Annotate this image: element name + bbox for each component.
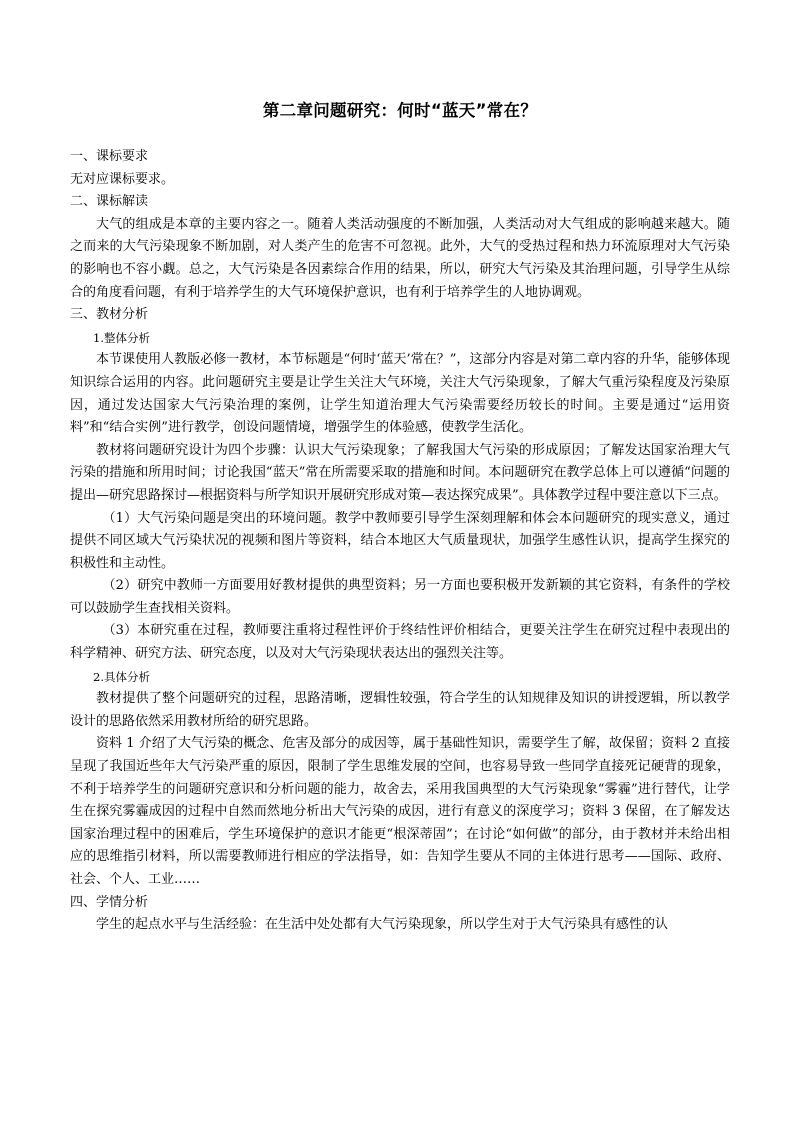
paragraph: 学生的起点水平与生活经验：在生活中处处都有大气污染现象，所以学生对于大气污染具有感性的认 <box>96 917 669 933</box>
document-body <box>70 146 730 937</box>
paragraph: （3）本研究重在过程，教师要注重将过程性评价于终结性评价相结合，更要关注学生在研究过程中表现出的科学精神、研究方法、研究态度，以及对大气污染现状表达出的强烈关注等。 <box>70 623 730 662</box>
paragraph: （1）大气污染问题是突出的环境问题。教学中教师要引导学生深刻理解和体会本问题研究的现实意义，通过提供不同区域大气污染状况的视频和图片等资料，结合本地区大气质量现状，加强学生感性认识，提高学生探究的积极性和主动性。 <box>70 510 730 571</box>
paragraph: 教材将问题研究设计为四个步骤：认识大气污染现象；了解我国大气污染的形成原因；了解发达国家治理大气污染的措施和所用时间；讨论我国“蓝天”常在所需要采取的措施和时间。本问题研究在教学总体上可以遵循“问题的提出—研究思路探讨—根据资料与所学知识开展研究形成对策—表达探究成果”。具体教学过程中要注意以下三点。 <box>70 442 730 503</box>
paragraph: 无对应课标要求。 <box>70 171 175 187</box>
paragraph: 资料 1 介绍了大气污染的概念、危害及部分的成因等，属于基础性知识，需要学生了解，故保留；资料 2 直接呈现了我国近些年大气污染严重的原因，限制了学生思维发展的空间，也容易导致一些同学直接死记硬背的现象，不利于培养学生的问题研究意识和分析问题的能力，故舍去，采用我国典型的大气污染现象“雾霾”进行替代，让学生在探究雾霾成因的过程中自然而然地分析出大气污染的成因，进行有意义的深度学习；资料 3 保留，在了解发达国家治理过程中的困难后，学生环境保护的意识才能更“根深蒂固”；在讨论“如何做”的部分，由于教材并未给出相应的思维指引材料，所以需要教师进行相应的学法指导，如：告知学生要从不同的主体进行思考——国际、政府、社会、个人、工业…… <box>70 736 730 887</box>
paragraph: 大气的组成是本章的主要内容之一。随着人类活动强度的不断加强，人类活动对大气组成的影响越来越大。随之而来的大气污染现象不断加剧，对人类产生的危害不可忽视。此外，大气的受热过程和热力环流原理对大气污染的影响也不容小觑。总之，大气污染是各因素综合作用的结果，所以，研究大气污染及其治理问题，引导学生从综合的角度看问题，有利于培养学生的大气环境保护意识，也有利于培养学生的人地协调观。 <box>70 216 730 300</box>
paragraph: （2）研究中教师一方面要用好教材提供的典型资料；另一方面也要积极开发新颖的其它资料，有条件的学校可以鼓励学生查找相关资料。 <box>70 578 730 616</box>
page-title: 第二章问题研究：何时“蓝天”常在？ <box>262 101 538 120</box>
paragraph: 本节课使用人教版必修一教材，本节标题是“何时‘蓝天’常在？”，这部分内容是对第二章内容的升华，能够体现知识综合运用的内容。此问题研究主要是让学生关注大气环境，关注大气污染现象，了解大气重污染程度及污染原因，通过发达国家大气污染治理的案例，让学生知道治理大气污染需要经历较长的时间。主要是通过“运用资料”和“结合实例”进行教学，创设问题情境，增强学生的体验感，使教学生活化。 <box>70 352 730 436</box>
paragraph: 教材提供了整个问题研究的过程，思路清晰，逻辑性较强，符合学生的认知规律及知识的讲授逻辑，所以教学设计的思路依然采用教材所给的研究思路。 <box>70 691 730 729</box>
subsection-heading: 2.具体分析 <box>93 669 150 684</box>
section-heading: 四、学情分析 <box>70 894 149 910</box>
section-heading: 二、课标解读 <box>70 194 149 210</box>
section-heading: 三、教材分析 <box>70 307 149 323</box>
subsection-heading: 1.整体分析 <box>93 330 150 345</box>
section-heading: 一、课标要求 <box>70 149 149 164</box>
